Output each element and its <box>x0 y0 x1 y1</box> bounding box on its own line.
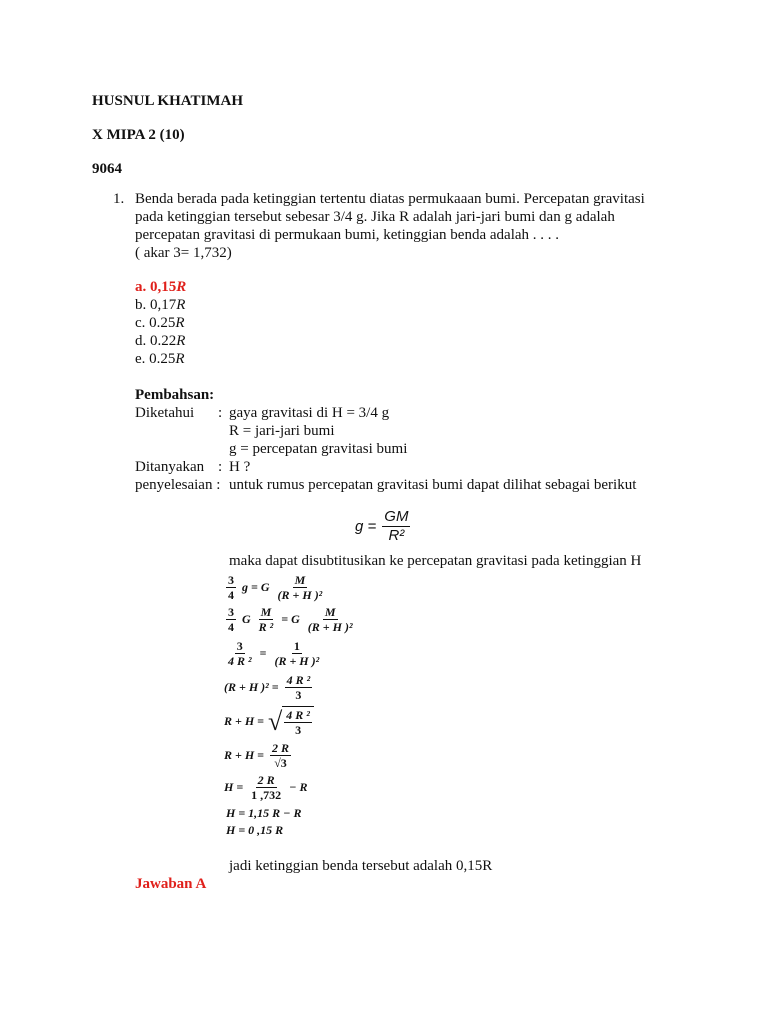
gravity-formula-fraction <box>382 508 410 545</box>
step-6-fraction <box>270 741 291 770</box>
step-3-den1: 4 R ² <box>228 654 252 668</box>
student-number: 9064 <box>92 161 122 177</box>
option-c <box>135 314 185 332</box>
step-1-den: (R + H )² <box>277 588 323 602</box>
step-2 <box>224 605 357 634</box>
known-colon: : <box>218 405 223 421</box>
asked-label: Ditanyakan <box>135 459 205 475</box>
question-line-4: ( akar 3= 1,732) <box>135 245 232 261</box>
known-1: gaya gravitasi di H = 3/4 g <box>229 405 390 421</box>
solution-label: penyelesaian : <box>135 477 221 493</box>
step-4 <box>224 673 314 702</box>
step-3 <box>224 639 323 668</box>
step-5-fraction <box>284 708 312 737</box>
step-1-fraction-b <box>276 573 325 602</box>
gravity-formula-lhs: g = <box>355 518 377 535</box>
step-1-num: M <box>294 573 306 587</box>
conclusion-text: jadi ketinggian benda tersebut adalah 0,15R <box>229 858 493 874</box>
question-line-2: pada ketinggian tersebut sebesar 3/4 g. Jika R adalah jari-jari bumi dan g adalah <box>135 209 615 225</box>
step-1-fraction-a <box>226 573 236 602</box>
solution-text: untuk rumus percepatan gravitasi bumi dapat dilihat sebagai berikut <box>229 477 637 493</box>
known-3: g = percepatan gravitasi bumi <box>229 441 408 457</box>
known-label: Diketahui <box>135 405 195 421</box>
step-6-lhs: R + H = <box>224 748 265 762</box>
question-line-3: percepatan gravitasi di permukaan bumi, ketinggian benda adalah . . . . <box>135 227 560 243</box>
step-5-sqrt <box>268 706 314 737</box>
step-5-num: 4 R ² <box>286 708 310 722</box>
step-2-num1: M <box>260 605 272 619</box>
step-4-lhs: (R + H )² = <box>224 680 279 694</box>
option-e-label: e. 0.25 <box>135 351 176 367</box>
step-6-num: 2 R <box>272 741 290 755</box>
discussion-title: Pembahsan: <box>135 387 215 403</box>
step-3-fraction-b <box>272 639 321 668</box>
step-2-eq: = G <box>281 612 300 626</box>
option-d-label: d. 0.22 <box>135 333 177 349</box>
option-d-var: R <box>176 333 186 349</box>
step-7-fraction <box>249 773 283 802</box>
step-7 <box>224 773 307 802</box>
option-b <box>135 296 185 314</box>
step-5 <box>224 706 314 737</box>
student-name: HUSNUL KHATIMAH <box>92 93 243 109</box>
gravity-formula-den: R² <box>388 527 405 544</box>
step-7-lhs: H = <box>224 780 244 794</box>
step-7-tail: − R <box>289 780 308 794</box>
question-number: 1. <box>113 191 125 207</box>
step-1 <box>224 573 326 602</box>
option-e <box>135 350 185 368</box>
step-2-den1: R ² <box>258 620 274 634</box>
asked-colon: : <box>218 459 223 475</box>
sqrt-symbol-icon: √ <box>268 706 283 736</box>
option-c-label: c. 0.25 <box>135 315 176 331</box>
option-a-var: R <box>176 279 187 295</box>
student-class: X MIPA 2 (10) <box>92 127 185 143</box>
option-a-label: a. 0,15 <box>135 279 177 295</box>
step-4-num: 4 R ² <box>286 673 311 687</box>
step-6 <box>224 741 293 770</box>
step-2-fraction-c <box>306 605 355 634</box>
step-3-eq: = <box>259 646 267 660</box>
substitute-text: maka dapat disubtitusikan ke percepatan gravitasi pada ketinggian H <box>229 553 642 569</box>
step-5-lhs: R + H = <box>224 714 265 728</box>
step-2-b: 4 <box>228 620 234 634</box>
step-3-fraction-a <box>226 639 254 668</box>
step-5-den: 3 <box>295 723 302 737</box>
step-2-a: 3 <box>228 605 234 619</box>
step-9: H = 0 ,15 R <box>226 823 284 837</box>
option-e-var: R <box>175 351 185 367</box>
option-c-var: R <box>175 315 185 331</box>
step-2-g: G <box>242 612 251 626</box>
asked-value: H ? <box>229 459 251 475</box>
step-2-den2: (R + H )² <box>307 620 353 634</box>
answer-text: Jawaban A <box>135 876 207 892</box>
step-1-a: 3 <box>228 573 234 587</box>
step-4-den: 3 <box>295 688 302 702</box>
option-b-label: b. 0,17 <box>135 297 177 313</box>
gravity-formula-num: GM <box>384 508 409 525</box>
option-b-var: R <box>176 297 186 313</box>
gravity-formula <box>355 508 412 545</box>
step-8: H = 1,15 R − R <box>226 806 302 820</box>
step-4-fraction <box>285 673 313 702</box>
step-1-b: 4 <box>228 588 234 602</box>
step-3-den2: (R + H )² <box>274 654 320 668</box>
step-1-mid: g = G <box>242 580 270 594</box>
step-7-den: 1 ,732 <box>251 788 282 802</box>
option-d <box>135 332 185 350</box>
step-3-num2: 1 <box>293 639 300 653</box>
step-2-num2: M <box>324 605 336 619</box>
step-7-num: 2 R <box>257 773 275 787</box>
option-a <box>135 278 186 296</box>
step-3-num1: 3 <box>236 639 243 653</box>
known-2: R = jari-jari bumi <box>229 423 335 439</box>
step-2-fraction-a <box>226 605 236 634</box>
question-line-1: Benda berada pada ketinggian tertentu diatas permukaaan bumi. Percepatan gravitasi <box>135 191 645 207</box>
step-6-den: √3 <box>274 756 287 770</box>
step-2-fraction-b <box>257 605 276 634</box>
